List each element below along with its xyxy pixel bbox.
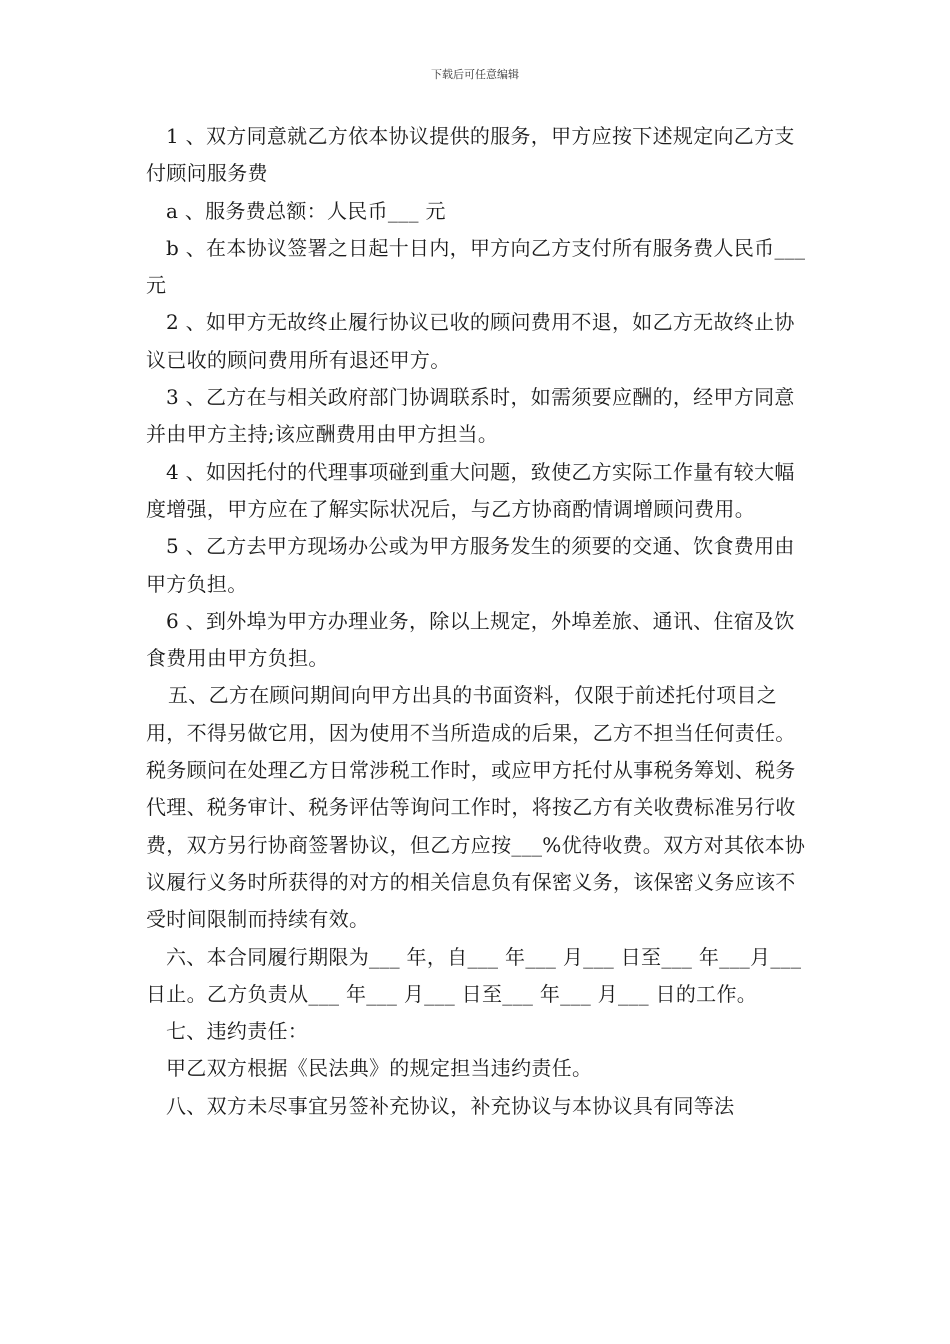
section-eight: 八、双方未尽事宜另签补充协议，补充协议与本协议具有同等法 xyxy=(166,1093,735,1118)
clause-4: 4 、如因托付的代理事项碰到重大问题，致使乙方实际工作量有较大幅度增强，甲方应在了解实际状况后，与乙方协商酌情调增顾问费用。 xyxy=(146,459,795,521)
section-seven-heading: 七、违约责任： xyxy=(166,1019,309,1044)
clause-1: 1 、双方同意就乙方依本协议提供的服务，甲方应按下述规定向乙方支付顾问服务费 xyxy=(146,124,795,186)
section-five: 五、乙方在顾问期间向甲方出具的书面资料，仅限于前述托付项目之用，不得另做它用，因为使用不当所造成的后果，乙方不担当任何责任。税务顾问在处理乙方日常涉税工作时，或应甲方托付从事税务筹划、税务代理、税务审计、税务评估等询问工作时，将按乙方有关收费标准另行收费，双方另行协商签署协议，但乙方应按___%优待收费。双方对其依本协议履行义务时所获得的对方的相关信息负有保密义务，该保密义务应该不受时间限制而持续有效。 xyxy=(146,683,806,932)
section-six: 六、本合同履行期限为___ 年，自___ 年___ 月___ 日至___ 年___月___ 日止。乙方负责从___ 年___ 月___ 日至___ 年___ 月___ 日的工作。 xyxy=(146,944,802,1006)
clause-1a: a 、服务费总额：人民币___ 元 xyxy=(166,198,446,223)
clause-3: 3 、乙方在与相关政府部门协调联系时，如需须要应酬的，经甲方同意并由甲方主持;该应酬费用由甲方担当。 xyxy=(146,385,795,447)
clause-1b: b 、在本协议签署之日起十日内，甲方向乙方支付所有服务费人民币___ 元 xyxy=(146,235,806,298)
clause-2: 2 、如甲方无故终止履行协议已收的顾问费用不退，如乙方无故终止协议已收的顾问费用所有退还甲方。 xyxy=(146,310,795,372)
clause-6: 6 、到外埠为甲方办理业务，除以上规定，外埠差旅、通讯、住宿及饮食费用由甲方负担。 xyxy=(146,608,795,671)
page-header: 下载后可任意编辑 xyxy=(431,68,519,81)
section-seven-body: 甲乙双方根据《民法典》的规定担当违约责任。 xyxy=(166,1056,593,1081)
clause-5: 5 、乙方去甲方现场办公或为甲方服务发生的须要的交通、饮食费用由甲方负担。 xyxy=(146,534,795,596)
document-body xyxy=(146,118,810,1125)
